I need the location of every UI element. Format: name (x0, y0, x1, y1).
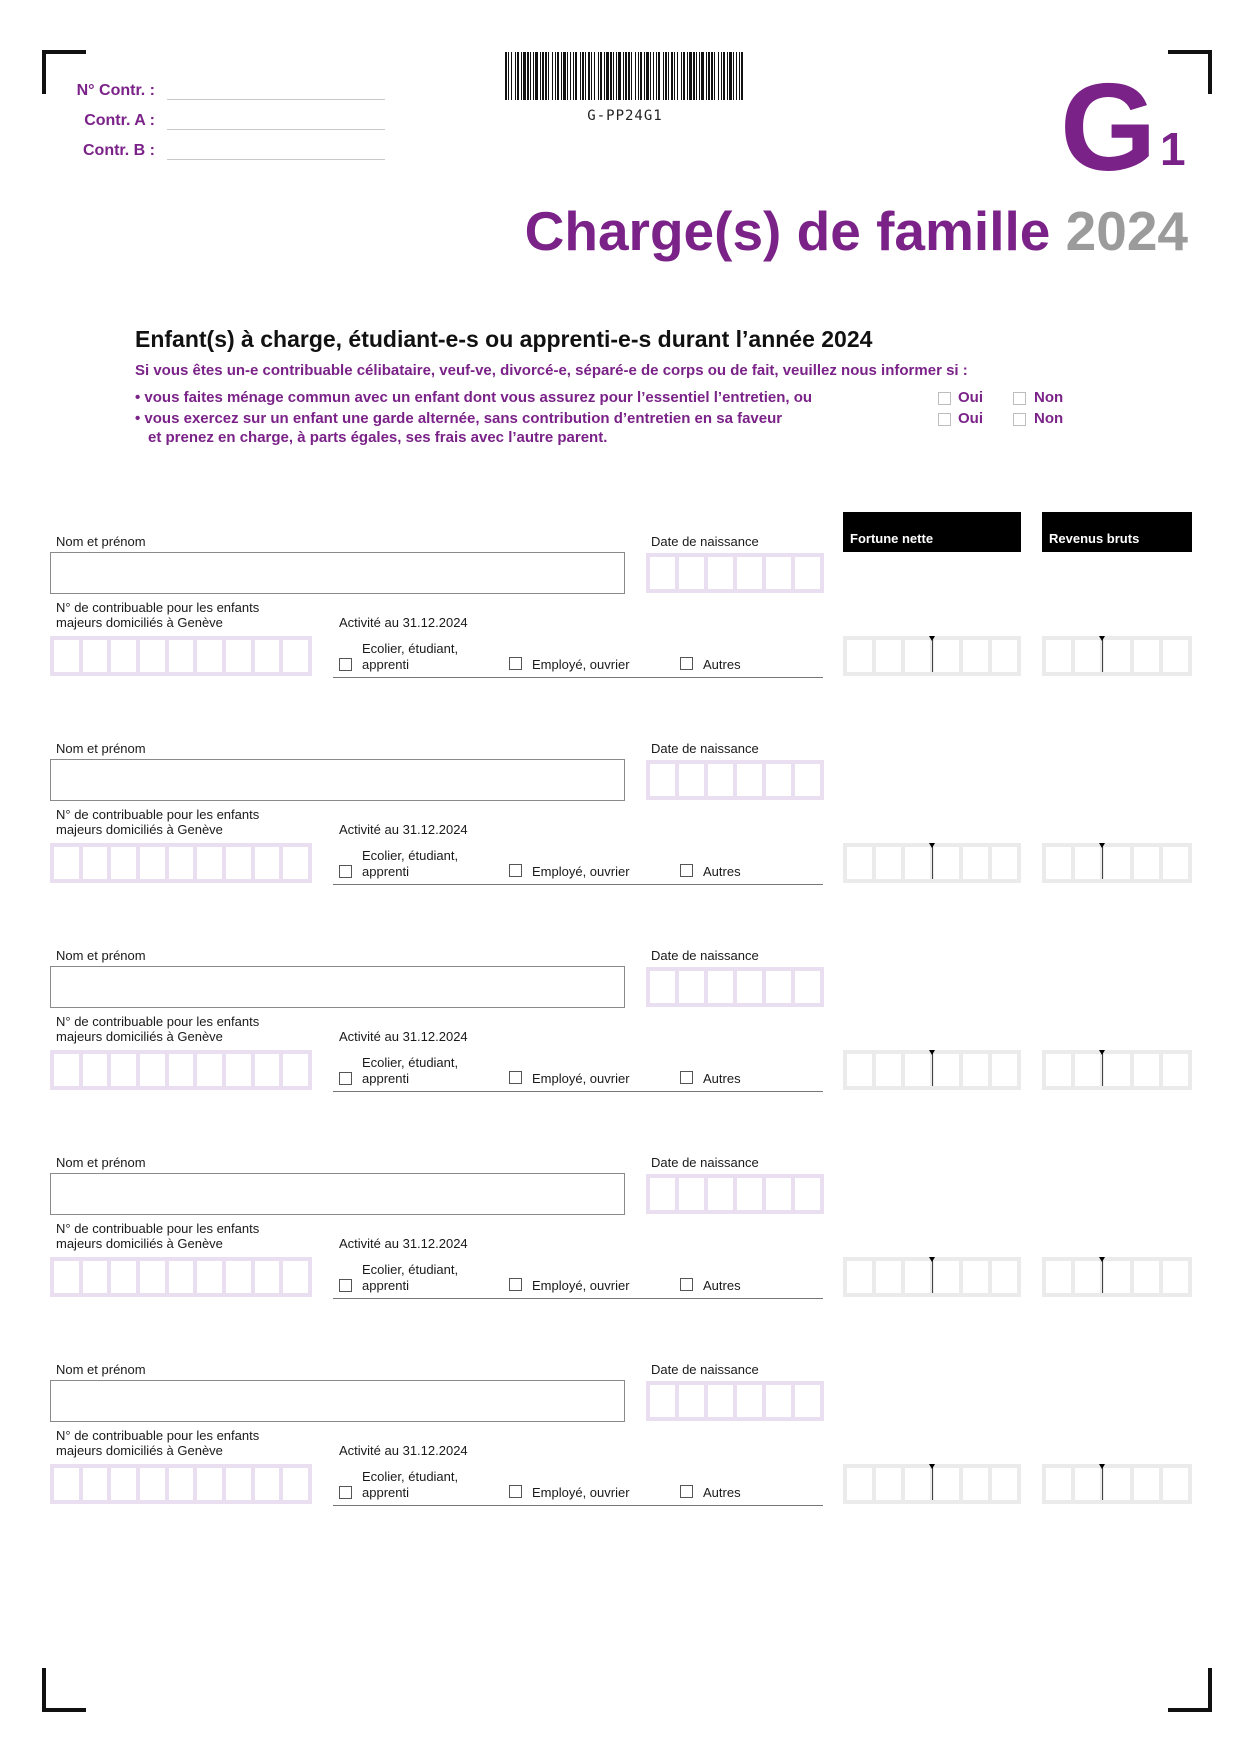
thousands-separator-icon (932, 638, 933, 672)
digit-cell[interactable] (992, 1054, 1017, 1086)
digit-cell[interactable] (1046, 1261, 1071, 1293)
digit-cell[interactable] (1134, 1468, 1159, 1500)
option-student-label-line1: Ecolier, étudiant, (362, 848, 459, 863)
thousands-separator-icon (1102, 638, 1103, 672)
activity-label: Activité au 31.12.2024 (339, 822, 468, 837)
option-employee-label: Employé, ouvrier (532, 1071, 630, 1086)
digit-cell[interactable] (876, 640, 901, 672)
digit-cell[interactable] (283, 847, 308, 879)
activity-underline (333, 676, 823, 678)
digit-cell[interactable] (708, 1385, 733, 1417)
bullet-garde: • vous exercez sur un enfant une garde alternée, sans contribution d’entretien en sa faveur (135, 410, 783, 427)
digit-cell[interactable] (54, 847, 79, 879)
thousands-separator-icon (1102, 1052, 1103, 1086)
other-checkbox[interactable] (680, 657, 693, 670)
option-student-label-line2: apprenti (362, 1071, 409, 1086)
option-employee-label: Employé, ouvrier (532, 864, 630, 879)
student-checkbox[interactable] (339, 1486, 352, 1499)
digit-cell[interactable] (283, 1261, 308, 1293)
digit-cell[interactable] (876, 1054, 901, 1086)
digit-cell[interactable] (650, 764, 675, 796)
digit-cell[interactable] (197, 1468, 222, 1500)
digit-cell[interactable] (54, 1261, 79, 1293)
digit-cell[interactable] (795, 1385, 820, 1417)
digit-cell[interactable] (111, 1261, 136, 1293)
digit-cell[interactable] (169, 847, 194, 879)
activity-label: Activité au 31.12.2024 (339, 1443, 468, 1458)
student-checkbox[interactable] (339, 865, 352, 878)
digit-cell[interactable] (1104, 1054, 1129, 1086)
barcode-bars (505, 52, 745, 100)
digit-cell[interactable] (1134, 1261, 1159, 1293)
digit-cell[interactable] (876, 847, 901, 879)
digit-cell[interactable] (83, 1261, 108, 1293)
barcode-text: G-PP24G1 (587, 108, 663, 124)
birth-date-label: Date de naissance (651, 948, 759, 963)
other-checkbox[interactable] (680, 864, 693, 877)
digit-cell[interactable] (992, 1261, 1017, 1293)
digit-cell[interactable] (197, 847, 222, 879)
non-label-menage: Non (1034, 389, 1064, 406)
digit-cell[interactable] (708, 971, 733, 1003)
birth-date-cells[interactable] (646, 553, 824, 593)
digit-cell[interactable] (1134, 847, 1159, 879)
digit-cell[interactable] (905, 1468, 930, 1500)
employee-checkbox[interactable] (509, 1278, 522, 1291)
digit-cell[interactable] (283, 1468, 308, 1500)
digit-cell[interactable] (111, 1468, 136, 1500)
digit-cell[interactable] (847, 1468, 872, 1500)
digit-cell[interactable] (650, 1385, 675, 1417)
other-checkbox[interactable] (680, 1071, 693, 1084)
digit-cell[interactable] (847, 1054, 872, 1086)
activity-label: Activité au 31.12.2024 (339, 615, 468, 630)
digit-cell[interactable] (255, 1468, 280, 1500)
corner-mark-top-right (1168, 50, 1212, 94)
contrib-number-cells[interactable] (50, 1257, 312, 1297)
digit-cell[interactable] (140, 1468, 165, 1500)
name-input[interactable] (50, 1173, 625, 1215)
option-student-label-line1: Ecolier, étudiant, (362, 1262, 459, 1277)
name-label: Nom et prénom (56, 534, 146, 549)
digit-cell[interactable] (876, 1468, 901, 1500)
digit-cell[interactable] (963, 847, 988, 879)
activity-underline (333, 1090, 823, 1092)
digit-cell[interactable] (1104, 847, 1129, 879)
digit-cell[interactable] (934, 847, 959, 879)
birth-date-cells[interactable] (646, 760, 824, 800)
digit-cell[interactable] (766, 764, 791, 796)
digit-cell[interactable] (679, 557, 704, 589)
digit-cell[interactable] (1075, 1468, 1100, 1500)
digit-cell[interactable] (111, 640, 136, 672)
digit-cell[interactable] (795, 971, 820, 1003)
digit-cell[interactable] (1104, 640, 1129, 672)
oui-checkbox-menage[interactable] (938, 392, 951, 405)
digit-cell[interactable] (679, 764, 704, 796)
digit-cell[interactable] (169, 1261, 194, 1293)
barcode (505, 52, 745, 105)
student-checkbox[interactable] (339, 1279, 352, 1292)
digit-cell[interactable] (650, 971, 675, 1003)
digit-cell[interactable] (197, 1054, 222, 1086)
digit-cell[interactable] (1075, 1054, 1100, 1086)
form-letter: G (1060, 59, 1157, 197)
birth-date-label: Date de naissance (651, 1362, 759, 1377)
non-label-garde: Non (1034, 410, 1064, 427)
digit-cell[interactable] (169, 1054, 194, 1086)
option-student-label-line2: apprenti (362, 1485, 409, 1500)
digit-cell[interactable] (766, 1178, 791, 1210)
digit-cell[interactable] (679, 1178, 704, 1210)
digit-cell[interactable] (934, 1468, 959, 1500)
digit-cell[interactable] (847, 1261, 872, 1293)
digit-cell[interactable] (1163, 1261, 1188, 1293)
contrib-label-line2: majeurs domiciliés à Genève (56, 1443, 223, 1458)
revenus-bruts-cells[interactable] (1042, 636, 1192, 676)
digit-cell[interactable] (963, 1054, 988, 1086)
option-other-label: Autres (703, 1278, 741, 1293)
digit-cell[interactable] (795, 1178, 820, 1210)
name-label: Nom et prénom (56, 948, 146, 963)
digit-cell[interactable] (169, 1468, 194, 1500)
title-main: Charge(s) de famille (524, 200, 1051, 262)
section-intro: Si vous êtes un-e contribuable célibataire, veuf-ve, divorcé-e, séparé-e de corps ou de fait, veuillez nous informer si : (135, 362, 968, 379)
name-label: Nom et prénom (56, 1155, 146, 1170)
digit-cell[interactable] (992, 1468, 1017, 1500)
digit-cell[interactable] (963, 1261, 988, 1293)
thousands-separator-icon (932, 845, 933, 879)
digit-cell[interactable] (140, 640, 165, 672)
digit-cell[interactable] (708, 764, 733, 796)
option-student-label-line1: Ecolier, étudiant, (362, 641, 459, 656)
oui-checkbox-garde[interactable] (938, 413, 951, 426)
digit-cell[interactable] (1163, 640, 1188, 672)
student-checkbox[interactable] (339, 658, 352, 671)
activity-label: Activité au 31.12.2024 (339, 1236, 468, 1251)
digit-cell[interactable] (83, 640, 108, 672)
digit-cell[interactable] (111, 847, 136, 879)
digit-cell[interactable] (934, 640, 959, 672)
activity-underline (333, 1504, 823, 1506)
digit-cell[interactable] (1046, 1468, 1071, 1500)
contrib-label-line2: majeurs domiciliés à Genève (56, 822, 223, 837)
contrib-label-line1: N° de contribuable pour les enfants (56, 1428, 260, 1443)
contrib-number-cells[interactable] (50, 843, 312, 883)
section-heading: Enfant(s) à charge, étudiant-e-s ou apprenti-e-s durant l’année 2024 (135, 326, 873, 352)
digit-cell[interactable] (737, 1178, 762, 1210)
digit-cell[interactable] (737, 1385, 762, 1417)
digit-cell[interactable] (83, 1054, 108, 1086)
option-employee-label: Employé, ouvrier (532, 1485, 630, 1500)
contr-field[interactable] (167, 98, 385, 100)
contrib-label-line1: N° de contribuable pour les enfants (56, 1014, 260, 1029)
employee-checkbox[interactable] (509, 657, 522, 670)
digit-cell[interactable] (1163, 1054, 1188, 1086)
digit-cell[interactable] (1046, 1054, 1071, 1086)
option-employee-label: Employé, ouvrier (532, 1278, 630, 1293)
digit-cell[interactable] (737, 764, 762, 796)
revenus-bruts-cells[interactable] (1042, 843, 1192, 883)
other-checkbox[interactable] (680, 1278, 693, 1291)
thousands-separator-icon (932, 1466, 933, 1500)
digit-cell[interactable] (1046, 640, 1071, 672)
digit-cell[interactable] (795, 557, 820, 589)
digit-cell[interactable] (255, 1054, 280, 1086)
digit-cell[interactable] (1163, 1468, 1188, 1500)
thousands-separator-icon (932, 1259, 933, 1293)
digit-cell[interactable] (847, 847, 872, 879)
digit-cell[interactable] (708, 1178, 733, 1210)
digit-cell[interactable] (847, 640, 872, 672)
digit-cell[interactable] (679, 971, 704, 1003)
digit-cell[interactable] (111, 1054, 136, 1086)
digit-cell[interactable] (679, 1385, 704, 1417)
page-title (524, 200, 1188, 262)
revenus-bruts-cells[interactable] (1042, 1464, 1192, 1504)
name-input[interactable] (50, 1380, 625, 1422)
corner-mark-bottom-left (42, 1668, 86, 1712)
name-label: Nom et prénom (56, 1362, 146, 1377)
digit-cell[interactable] (737, 557, 762, 589)
birth-date-cells[interactable] (646, 1381, 824, 1421)
digit-cell[interactable] (54, 1054, 79, 1086)
digit-cell[interactable] (934, 1054, 959, 1086)
oui-label-menage: Oui (958, 389, 983, 406)
digit-cell[interactable] (1075, 640, 1100, 672)
option-student-label-line2: apprenti (362, 864, 409, 879)
other-checkbox[interactable] (680, 1485, 693, 1498)
digit-cell[interactable] (54, 640, 79, 672)
digit-cell[interactable] (140, 1054, 165, 1086)
contr-b-label: Contr. B : (83, 142, 155, 159)
employee-checkbox[interactable] (509, 1485, 522, 1498)
digit-cell[interactable] (1134, 640, 1159, 672)
digit-cell[interactable] (1075, 1261, 1100, 1293)
option-employee-label: Employé, ouvrier (532, 657, 630, 672)
digit-cell[interactable] (169, 640, 194, 672)
student-checkbox[interactable] (339, 1072, 352, 1085)
name-input[interactable] (50, 552, 625, 594)
option-other-label: Autres (703, 1485, 741, 1500)
name-label: Nom et prénom (56, 741, 146, 756)
digit-cell[interactable] (255, 847, 280, 879)
digit-cell[interactable] (766, 1385, 791, 1417)
digit-cell[interactable] (197, 640, 222, 672)
digit-cell[interactable] (140, 847, 165, 879)
contrib-label-line2: majeurs domiciliés à Genève (56, 1236, 223, 1251)
digit-cell[interactable] (992, 640, 1017, 672)
digit-cell[interactable] (905, 1261, 930, 1293)
thousands-separator-icon (1102, 845, 1103, 879)
digit-cell[interactable] (226, 1468, 251, 1500)
digit-cell[interactable] (226, 1261, 251, 1293)
digit-cell[interactable] (905, 847, 930, 879)
thousands-separator-icon (932, 1052, 933, 1086)
contrib-label-line1: N° de contribuable pour les enfants (56, 1221, 260, 1236)
activity-underline (333, 883, 823, 885)
contrib-label-line2: majeurs domiciliés à Genève (56, 615, 223, 630)
digit-cell[interactable] (766, 557, 791, 589)
digit-cell[interactable] (255, 1261, 280, 1293)
name-input[interactable] (50, 966, 625, 1008)
bullet-garde-cont: et prenez en charge, à parts égales, ses frais avec l’autre parent. (148, 429, 608, 446)
digit-cell[interactable] (226, 640, 251, 672)
digit-cell[interactable] (226, 1054, 251, 1086)
digit-cell[interactable] (54, 1468, 79, 1500)
title-year: 2024 (1065, 200, 1188, 262)
option-student-label-line1: Ecolier, étudiant, (362, 1469, 459, 1484)
revenus-bruts-header: Revenus bruts (1042, 512, 1192, 552)
birth-date-label: Date de naissance (651, 1155, 759, 1170)
revenus-bruts-cells[interactable] (1042, 1050, 1192, 1090)
digit-cell[interactable] (197, 1261, 222, 1293)
activity-label: Activité au 31.12.2024 (339, 1029, 468, 1044)
activity-underline (333, 1297, 823, 1299)
corner-mark-bottom-right (1168, 1668, 1212, 1712)
digit-cell[interactable] (934, 1261, 959, 1293)
name-input[interactable] (50, 759, 625, 801)
birth-date-cells[interactable] (646, 967, 824, 1007)
digit-cell[interactable] (1075, 847, 1100, 879)
birth-date-cells[interactable] (646, 1174, 824, 1214)
option-other-label: Autres (703, 864, 741, 879)
digit-cell[interactable] (83, 1468, 108, 1500)
digit-cell[interactable] (650, 1178, 675, 1210)
digit-cell[interactable] (963, 1468, 988, 1500)
digit-cell[interactable] (708, 557, 733, 589)
digit-cell[interactable] (795, 764, 820, 796)
employee-checkbox[interactable] (509, 1071, 522, 1084)
digit-cell[interactable] (992, 847, 1017, 879)
option-other-label: Autres (703, 657, 741, 672)
digit-cell[interactable] (255, 640, 280, 672)
digit-cell[interactable] (1104, 1468, 1129, 1500)
digit-cell[interactable] (1163, 847, 1188, 879)
contrib-number-cells[interactable] (50, 1464, 312, 1504)
thousands-separator-icon (1102, 1259, 1103, 1293)
digit-cell[interactable] (766, 971, 791, 1003)
oui-label-garde: Oui (958, 410, 983, 427)
revenus-bruts-cells[interactable] (1042, 1257, 1192, 1297)
digit-cell[interactable] (140, 1261, 165, 1293)
option-student-label-line2: apprenti (362, 1278, 409, 1293)
contrib-label-line2: majeurs domiciliés à Genève (56, 1029, 223, 1044)
digit-cell[interactable] (1134, 1054, 1159, 1086)
contrib-label-line1: N° de contribuable pour les enfants (56, 600, 260, 615)
contrib-number-cells[interactable] (50, 636, 312, 676)
employee-checkbox[interactable] (509, 864, 522, 877)
digit-cell[interactable] (650, 557, 675, 589)
digit-cell[interactable] (1104, 1261, 1129, 1293)
fortune-nette-header: Fortune nette (843, 512, 1021, 552)
option-student-label-line1: Ecolier, étudiant, (362, 1055, 459, 1070)
digit-cell[interactable] (963, 640, 988, 672)
digit-cell[interactable] (1046, 847, 1071, 879)
digit-cell[interactable] (283, 1054, 308, 1086)
non-checkbox-garde[interactable] (1013, 413, 1026, 426)
digit-cell[interactable] (83, 847, 108, 879)
digit-cell[interactable] (283, 640, 308, 672)
non-checkbox-menage[interactable] (1013, 392, 1026, 405)
contrib-label-line1: N° de contribuable pour les enfants (56, 807, 260, 822)
option-student-label-line2: apprenti (362, 657, 409, 672)
contr-label: N° Contr. : (76, 82, 155, 99)
bullet-menage: • vous faites ménage commun avec un enfant dont vous assurez pour l’essentiel l’entretien, ou (135, 389, 813, 406)
digit-cell[interactable] (226, 847, 251, 879)
contrib-number-cells[interactable] (50, 1050, 312, 1090)
form-number: 1 (1160, 123, 1186, 175)
birth-date-label: Date de naissance (651, 534, 759, 549)
digit-cell[interactable] (905, 1054, 930, 1086)
option-other-label: Autres (703, 1071, 741, 1086)
digit-cell[interactable] (876, 1261, 901, 1293)
thousands-separator-icon (1102, 1466, 1103, 1500)
digit-cell[interactable] (737, 971, 762, 1003)
contr-b-field[interactable] (167, 158, 385, 160)
digit-cell[interactable] (905, 640, 930, 672)
contr-a-label: Contr. A : (84, 112, 155, 129)
contr-a-field[interactable] (167, 128, 385, 130)
birth-date-label: Date de naissance (651, 741, 759, 756)
